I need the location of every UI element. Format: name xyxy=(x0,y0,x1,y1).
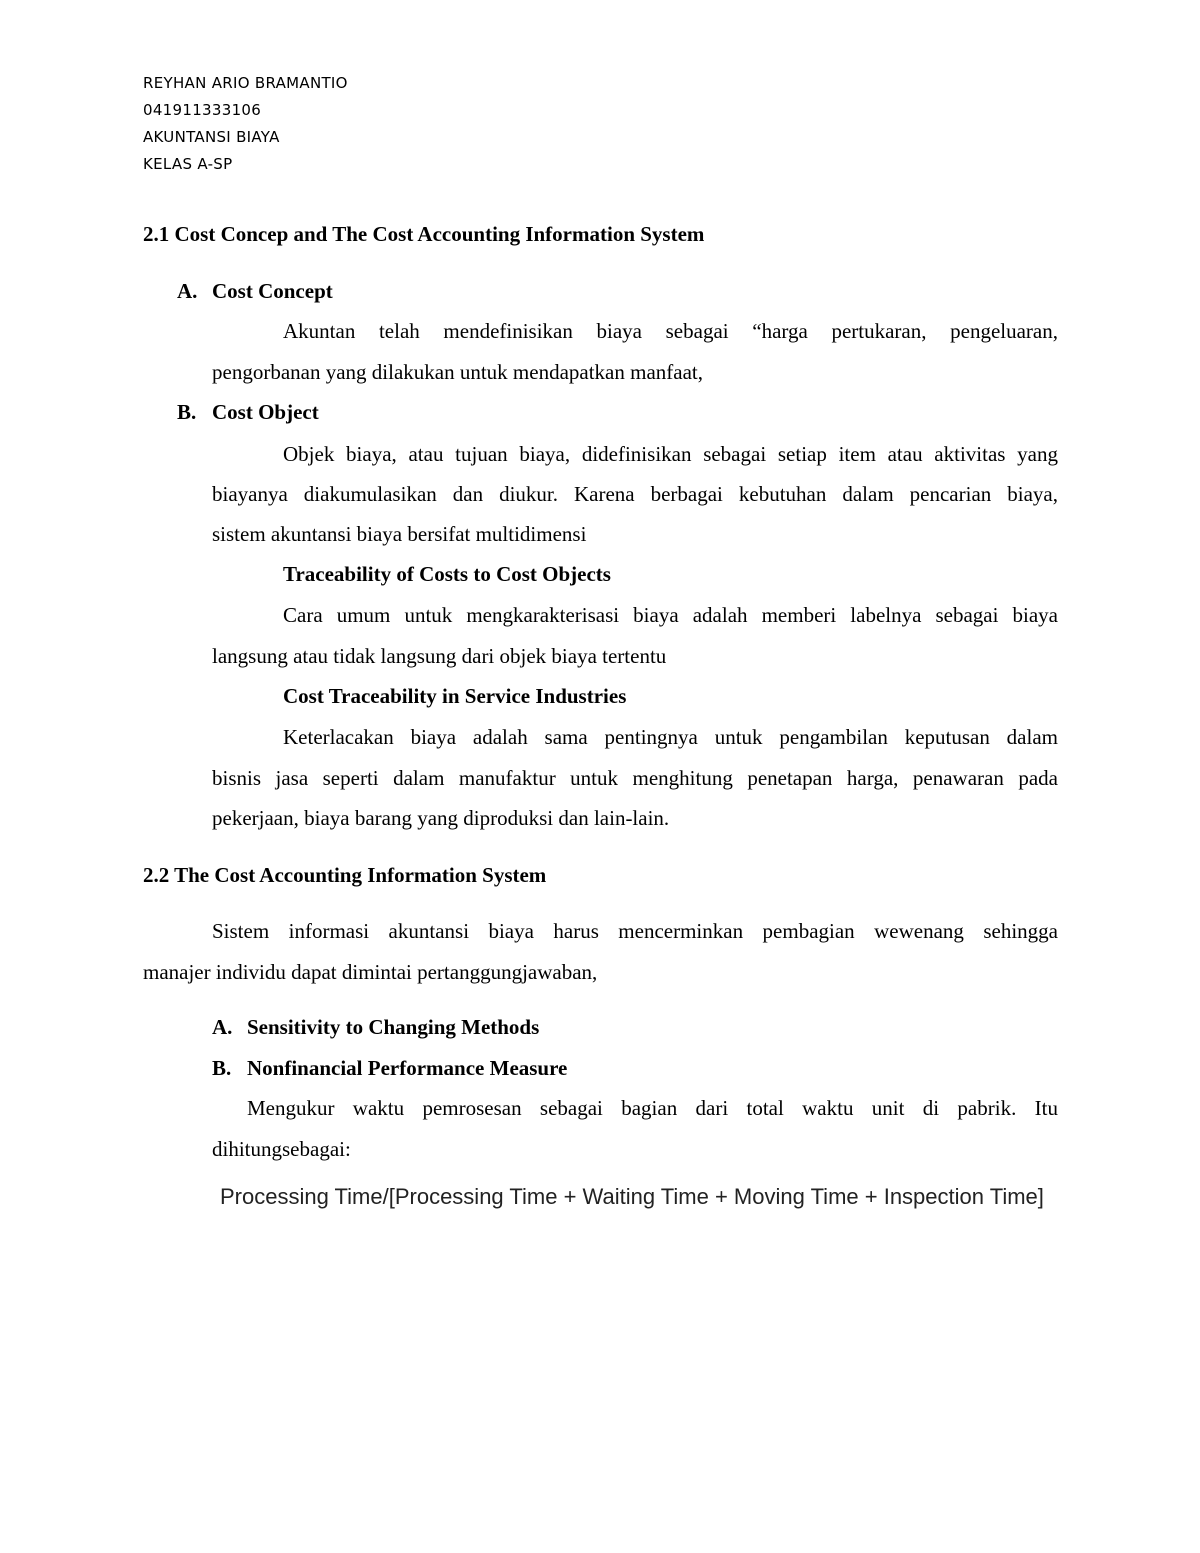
section-2-para-line-1: Sistem informasi akuntansi biaya harus mencerminkan pembagian wewenang sehingga xyxy=(212,919,1058,943)
cost-concept-line-2: pengorbanan yang dilakukan untuk mendapatkan manfaat, xyxy=(212,360,703,384)
cost-object-line-3: sistem akuntansi biaya bersifat multidimensi xyxy=(212,522,587,546)
cost-concept-line-1: Akuntan telah mendefinisikan biaya sebagai “harga pertukaran, pengeluaran, xyxy=(283,319,1058,343)
nonfinancial-line-2: dihitungsebagai: xyxy=(212,1137,351,1161)
student-id: 041911333106 xyxy=(143,101,262,119)
processing-time-formula: Processing Time/[Processing Time + Waiting Time + Moving Time + Inspection Time] xyxy=(220,1184,1044,1209)
traceability-line-1: Cara umum untuk mengkarakterisasi biaya adalah memberi labelnya sebagai biaya xyxy=(283,603,1058,627)
course-name: AKUNTANSI BIAYA xyxy=(143,128,280,146)
class-name: KELAS A-SP xyxy=(143,155,233,173)
nonfinancial-heading: Nonfinancial Performance Measure xyxy=(247,1056,568,1080)
service-traceability-line-2: bisnis jasa seperti dalam manufaktur untuk menghitung penetapan harga, penawaran pada xyxy=(212,766,1058,790)
traceability-heading: Traceability of Costs to Cost Objects xyxy=(283,562,611,586)
nonfinancial-line-1: Mengukur waktu pemrosesan sebagai bagian dari total waktu unit di pabrik. Itu xyxy=(247,1096,1058,1120)
sensitivity-heading: Sensitivity to Changing Methods xyxy=(247,1015,540,1039)
cost-concept-heading: Cost Concept xyxy=(212,279,333,303)
item-b-marker: B. xyxy=(177,400,197,424)
traceability-line-2: langsung atau tidak langsung dari objek biaya tertentu xyxy=(212,644,667,668)
section-2-para-line-2: manajer individu dapat dimintai pertanggungjawaban, xyxy=(143,960,598,984)
service-traceability-line-1: Keterlacakan biaya adalah sama pentingnya untuk pengambilan keputusan dalam xyxy=(283,725,1058,749)
sensitivity-marker: A. xyxy=(212,1015,233,1039)
section-1-title: 2.1 Cost Concep and The Cost Accounting Information System xyxy=(143,222,705,246)
cost-object-heading: Cost Object xyxy=(212,400,319,424)
nonfinancial-marker: B. xyxy=(212,1056,232,1080)
item-a-marker: A. xyxy=(177,279,198,303)
section-2-title: 2.2 The Cost Accounting Information System xyxy=(143,863,547,887)
service-traceability-heading: Cost Traceability in Service Industries xyxy=(283,684,627,708)
author-name: REYHAN ARIO BRAMANTIO xyxy=(143,74,348,92)
cost-object-line-2: biayanya diakumulasikan dan diukur. Karena berbagai kebutuhan dalam pencarian biaya, xyxy=(212,482,1058,506)
service-traceability-line-3: pekerjaan, biaya barang yang diproduksi dan lain-lain. xyxy=(212,806,670,830)
cost-object-line-1: Objek biaya, atau tujuan biaya, didefinisikan sebagai setiap item atau aktivitas yang xyxy=(283,442,1058,466)
